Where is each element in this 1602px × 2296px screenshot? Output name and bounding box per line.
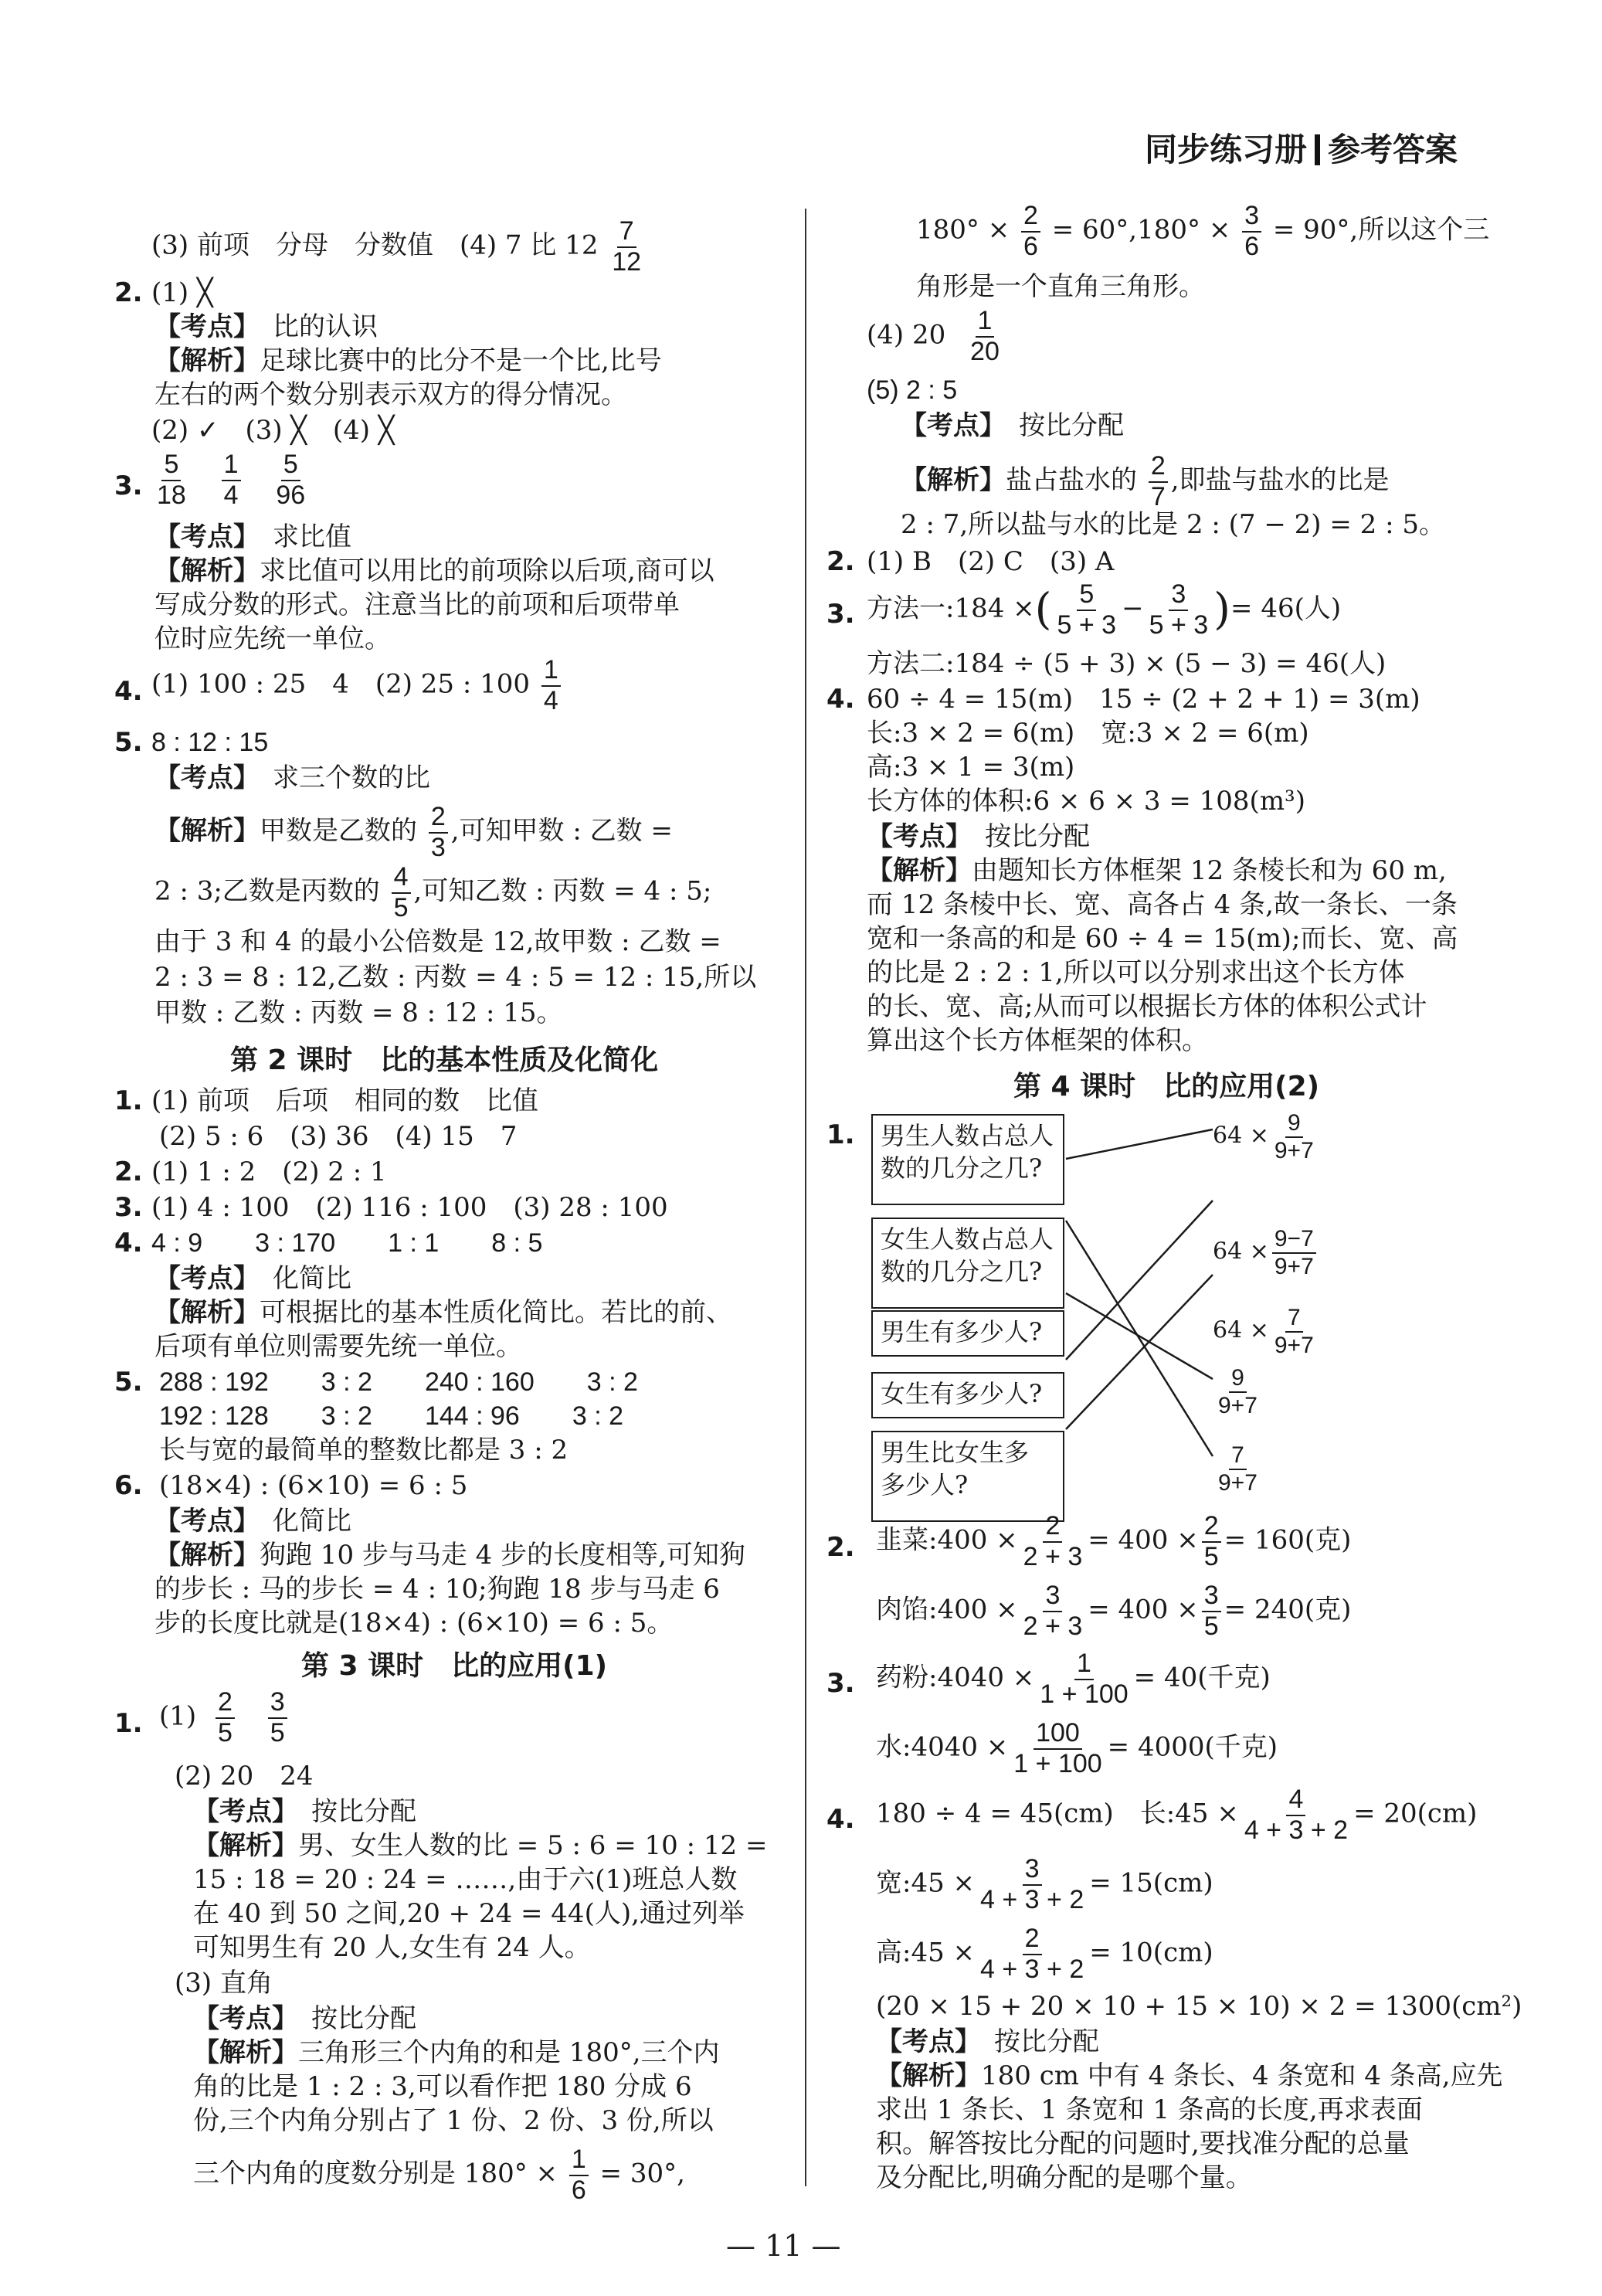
l2-q6: (18×4) : (6×10) = 6 : 5 — [159, 1470, 468, 1501]
l2-q6-jiexi-2: 的步长 : 马的步长 = 4 : 10;狗跑 18 步与马走 6 — [154, 1574, 720, 1605]
q2-answer-2: (2) ✓ (3) ╳ (4) ╳ — [151, 415, 395, 446]
right-line-3: (4) 20 $\frac{1}{20}$ — [867, 306, 1000, 366]
q2-jiexi-1: 【解析】足球比赛中的比分不是一个比,比号 — [154, 345, 662, 376]
match-expr-2: 64 × $\frac{9-7}{9+7}$ — [1213, 1227, 1319, 1279]
l2-q1-b: (2) 5 : 6 (3) 36 (4) 15 7 — [159, 1121, 518, 1152]
r-q4-1: 60 ÷ 4 = 15(m) 15 ÷ (2 + 2 + 1) = 3(m) — [867, 684, 1420, 715]
l4-q1-number: 1. — [826, 1119, 855, 1150]
right-jiexi-1: 【解析】盐占盐水的 $\frac{2}{7}$ ,即盐与盐水的比是 — [901, 451, 1390, 511]
left-line-1: (3) 前项 分母 分数值 (4) 7 比 12 $\frac{7}{12}$ — [151, 218, 647, 276]
match-expr-3: 64 × $\frac{7}{9+7}$ — [1213, 1305, 1314, 1358]
l2-q4-kaodian: 【考点】 化简比 — [154, 1263, 351, 1294]
right-line-4: (5) 2 : 5 — [867, 375, 958, 405]
r-q4-jiexi-2: 而 12 条棱中长、宽、高各占 4 条,故一条长、一条 — [867, 889, 1458, 920]
l4-q4-b: 宽:45 × $\frac{3}{4 + 3 + 2}$ = 15(cm) — [876, 1854, 1213, 1914]
match-expr-1: 64 × $\frac{9}{9+7}$ — [1213, 1110, 1314, 1163]
l4-q4-kaodian: 【考点】 按比分配 — [876, 2026, 1099, 2057]
l2-q1-number: 1. — [114, 1085, 143, 1116]
l3-q1-jiexi-4: 可知男生有 20 人,女生有 24 人。 — [193, 1932, 591, 1963]
l3-q1-jiexi2-2: 角的比是 1 : 2 : 3,可以看作把 180 分成 6 — [193, 2071, 692, 2102]
match-box-5: 男生比女生多 多少人? — [871, 1431, 1064, 1522]
header-divider-bar — [1315, 134, 1320, 165]
q4-number: 4. — [114, 676, 143, 707]
q2-answer-1: (1) ╳ — [151, 277, 213, 308]
l2-q2: (1) 1 : 2 (2) 2 : 1 — [151, 1156, 387, 1187]
right-jiexi-2: 2 : 7,所以盐与水的比是 2 : (7 − 2) = 2 : 5。 — [901, 509, 1445, 540]
l4-q2-b: 肉馅:400 × $\frac{3}{2 + 3}$ = 400 × $\frac{3}{5}$ = 240(克) — [876, 1581, 1352, 1641]
q5-jiexi-1: 【解析】甲数是乙数的 $\frac{2}{3}$ ,可知甲数 : 乙数 = — [154, 802, 673, 862]
l2-q5-number: 5. — [114, 1367, 143, 1398]
q2-number: 2. — [114, 277, 143, 308]
l4-q4-jiexi-2: 求出 1 条长、1 条宽和 1 条高的长度,再求表面 — [876, 2094, 1423, 2125]
l3-q1-jiexi2-1: 【解析】三角形三个内角的和是 180°,三个内 — [193, 2037, 720, 2068]
match-box-2: 女生人数占总人 数的几分之几? — [871, 1218, 1064, 1309]
l2-q5-c: 长与宽的最简单的整数比都是 3 : 2 — [159, 1435, 569, 1466]
l4-q3-number: 3. — [826, 1668, 855, 1699]
l3-q1-a: (1) $\frac{2}{5}$ $\frac{3}{5}$ — [159, 1689, 290, 1747]
l3-q1-number: 1. — [114, 1708, 143, 1739]
page-number: — 11 — — [726, 2229, 841, 2263]
l2-q5-a: 288 : 192 3 : 2 240 : 160 3 : 2 — [159, 1367, 638, 1397]
match-box-3: 男生有多少人? — [871, 1310, 1064, 1357]
r-q4-jiexi-3: 宽和一条高的和是 60 ÷ 4 = 15(m);而长、宽、高 — [867, 923, 1458, 954]
q2-jiexi-2: 左右的两个数分别表示双方的得分情况。 — [154, 379, 627, 410]
r-q4-jiexi-1: 【解析】由题知长方体框架 12 条棱长和为 60 m, — [867, 855, 1447, 886]
r-q3-number: 3. — [826, 599, 855, 630]
q3-kaodian: 【考点】 求比值 — [154, 521, 351, 552]
header-left: 同步练习册 — [1145, 131, 1308, 168]
l2-q4-jiexi-2: 后项有单位则需要先统一单位。 — [154, 1331, 522, 1362]
l2-q6-jiexi-1: 【解析】狗跑 10 步与马走 4 步的长度相等,可知狗 — [154, 1540, 745, 1571]
l4-q2-number: 2. — [826, 1532, 855, 1563]
r-q4-jiexi-6: 算出这个长方体框架的体积。 — [867, 1025, 1208, 1056]
right-kaodian-1: 【考点】 按比分配 — [901, 410, 1124, 441]
l4-q3-b: 水:4040 × $\frac{100}{1 + 100}$ = 4000(千克) — [876, 1718, 1278, 1778]
l2-q6-jiexi-3: 步的长度比就是(18×4) : (6×10) = 6 : 5。 — [154, 1608, 674, 1639]
r-q3-b: 方法二:184 ÷ (5 + 3) × (5 − 3) = 46(人) — [867, 648, 1386, 679]
q5-jiexi-2: 2 : 3;乙数是丙数的 $\frac{4}{5}$ ,可知乙数 : 丙数 = 4 : 5; — [154, 862, 712, 922]
r-q4-2: 长:3 × 2 = 6(m) 宽:3 × 2 = 6(m) — [867, 718, 1309, 749]
l3-q1-jiexi-3: 在 40 到 50 之间,20 + 24 = 44(人),通过列举 — [193, 1898, 745, 1929]
r-q4-jiexi-4: 的比是 2 : 2 : 1,所以可以分别求出这个长方体 — [867, 957, 1405, 988]
column-divider — [805, 209, 806, 2186]
l3-q1-jiexi-1: 【解析】男、女生人数的比 = 5 : 6 = 10 : 12 = — [193, 1830, 768, 1861]
l4-q4-jiexi-3: 积。解答按比分配的问题时,要找准分配的总量 — [876, 2128, 1410, 2159]
l4-q4-c: 高:45 × $\frac{2}{4 + 3 + 2}$ = 10(cm) — [876, 1924, 1213, 1984]
q5-number: 5. — [114, 727, 143, 758]
r-q3-a: 方法一:184 ×( $\frac{5}{5 + 3}$ − $\frac{3}{5 + 3}$ )= 46(人) — [867, 579, 1342, 640]
header-right: 参考答案 — [1328, 131, 1458, 168]
q4-answer: (1) 100 : 25 4 (2) 25 : 100 $\frac{1}{4}$ — [151, 657, 564, 715]
r-q4-jiexi-5: 的长、宽、高;从而可以根据长方体的体积公式计 — [867, 991, 1427, 1022]
q5-answer: 8 : 12 : 15 — [151, 728, 269, 757]
l2-q3: (1) 4 : 100 (2) 116 : 100 (3) 28 : 100 — [151, 1192, 668, 1223]
right-line-2: 角形是一个直角三角形。 — [916, 271, 1205, 302]
q2-kaodian: 【考点】 比的认识 — [154, 311, 378, 342]
match-expr-4: $\frac{9}{9+7}$ — [1218, 1365, 1258, 1418]
l3-q1-kaodian-2: 【考点】 按比分配 — [193, 2003, 416, 2034]
lesson4-title: 第 4 课时 比的应用(2) — [1013, 1071, 1320, 1102]
r-q4-4: 长方体的体积:6 × 6 × 3 = 108(m³) — [867, 786, 1305, 817]
l4-q4-jiexi-1: 【解析】180 cm 中有 4 条长、4 条宽和 4 条高,应先 — [876, 2060, 1503, 2091]
fraction: $\frac{7}{12}$ — [612, 216, 642, 277]
l4-q2-a: 韭菜:400 × $\frac{2}{2 + 3}$ = 400 × $\frac{2}{5}$ = 160(克) — [876, 1511, 1352, 1571]
lesson2-title: 第 2 课时 比的基本性质及化简化 — [230, 1044, 659, 1076]
l3-q1-jiexi2-3: 份,三个内角分别占了 1 份、2 份、3 份,所以 — [193, 2105, 714, 2136]
right-line-1: 180° × $\frac{2}{6}$ = 60°,180° × $\frac{3}{6}$ = 90°,所以这个三 — [916, 201, 1490, 261]
l3-q1-jiexi2-4: 三个内角的度数分别是 180° × $\frac{1}{6}$ = 30°, — [193, 2145, 685, 2205]
r-q4-3: 高:3 × 1 = 3(m) — [867, 752, 1075, 783]
l2-q4-number: 4. — [114, 1228, 143, 1258]
q3-jiexi-2: 写成分数的形式。注意当比的前项和后项带单 — [154, 589, 680, 620]
l3-q1-kaodian: 【考点】 按比分配 — [193, 1796, 416, 1827]
l3-q1-c: (3) 直角 — [175, 1968, 273, 1999]
l4-q4-d: (20 × 15 + 20 × 10 + 15 × 10) × 2 = 1300(cm²) — [876, 1991, 1522, 2022]
l2-q6-number: 6. — [114, 1470, 143, 1501]
match-expr-5: $\frac{7}{9+7}$ — [1218, 1442, 1258, 1496]
q5-jiexi-5: 甲数 : 乙数 : 丙数 = 8 : 12 : 15。 — [154, 997, 563, 1028]
l2-q2-number: 2. — [114, 1156, 143, 1187]
q5-jiexi-3: 由于 3 和 4 的最小公倍数是 12,故甲数 : 乙数 = — [154, 926, 721, 957]
r-q4-number: 4. — [826, 684, 855, 715]
q3-answer: $\frac{5}{18}$ $\frac{1}{4}$ $\frac{5}{96}$ — [157, 450, 306, 510]
r-q4-kaodian: 【考点】 按比分配 — [867, 821, 1090, 852]
l4-q3-a: 药粉:4040 × $\frac{1}{1 + 100}$ = 40(千克) — [876, 1649, 1271, 1709]
q3-jiexi-1: 【解析】求比值可以用比的前项除以后项,商可以 — [154, 555, 714, 586]
l2-q3-number: 3. — [114, 1192, 143, 1223]
l3-q1-jiexi-2: 15 : 18 = 20 : 24 = ……,由于六(1)班总人数 — [193, 1864, 738, 1895]
l2-q4: 4 : 9 3 : 170 1 : 1 8 : 5 — [151, 1228, 543, 1258]
match-box-1: 男生人数占总人 数的几分之几? — [871, 1114, 1064, 1205]
q5-kaodian: 【考点】 求三个数的比 — [154, 763, 430, 793]
q3-number: 3. — [114, 470, 143, 501]
q3-jiexi-3: 位时应先统一单位。 — [154, 623, 391, 654]
l2-q1-a: (1) 前项 后项 相同的数 比值 — [151, 1085, 538, 1116]
l2-q5-b: 192 : 128 3 : 2 144 : 96 3 : 2 — [159, 1401, 623, 1431]
page-header — [1145, 131, 1458, 168]
l4-q4-number: 4. — [826, 1804, 855, 1835]
r-q2-number: 2. — [826, 546, 855, 577]
l3-q1-b: (2) 20 24 — [175, 1761, 314, 1792]
l2-q6-kaodian: 【考点】 化简比 — [154, 1506, 351, 1537]
q5-jiexi-4: 2 : 3 = 8 : 12,乙数 : 丙数 = 4 : 5 = 12 : 15,所以 — [154, 962, 757, 993]
l4-q4-jiexi-4: 及分配比,明确分配的是哪个量。 — [876, 2162, 1252, 2193]
r-q2: (1) B (2) C (3) A — [867, 546, 1115, 577]
l2-q4-jiexi-1: 【解析】可根据比的基本性质化简比。若比的前、 — [154, 1297, 732, 1328]
match-box-4: 女生有多少人? — [871, 1372, 1064, 1418]
lesson3-title: 第 3 课时 比的应用(1) — [301, 1650, 608, 1682]
l4-q4-a: 180 ÷ 4 = 45(cm) 长:45 × $\frac{4}{4 + 3 + 2}$ = 20(cm) — [876, 1785, 1478, 1845]
